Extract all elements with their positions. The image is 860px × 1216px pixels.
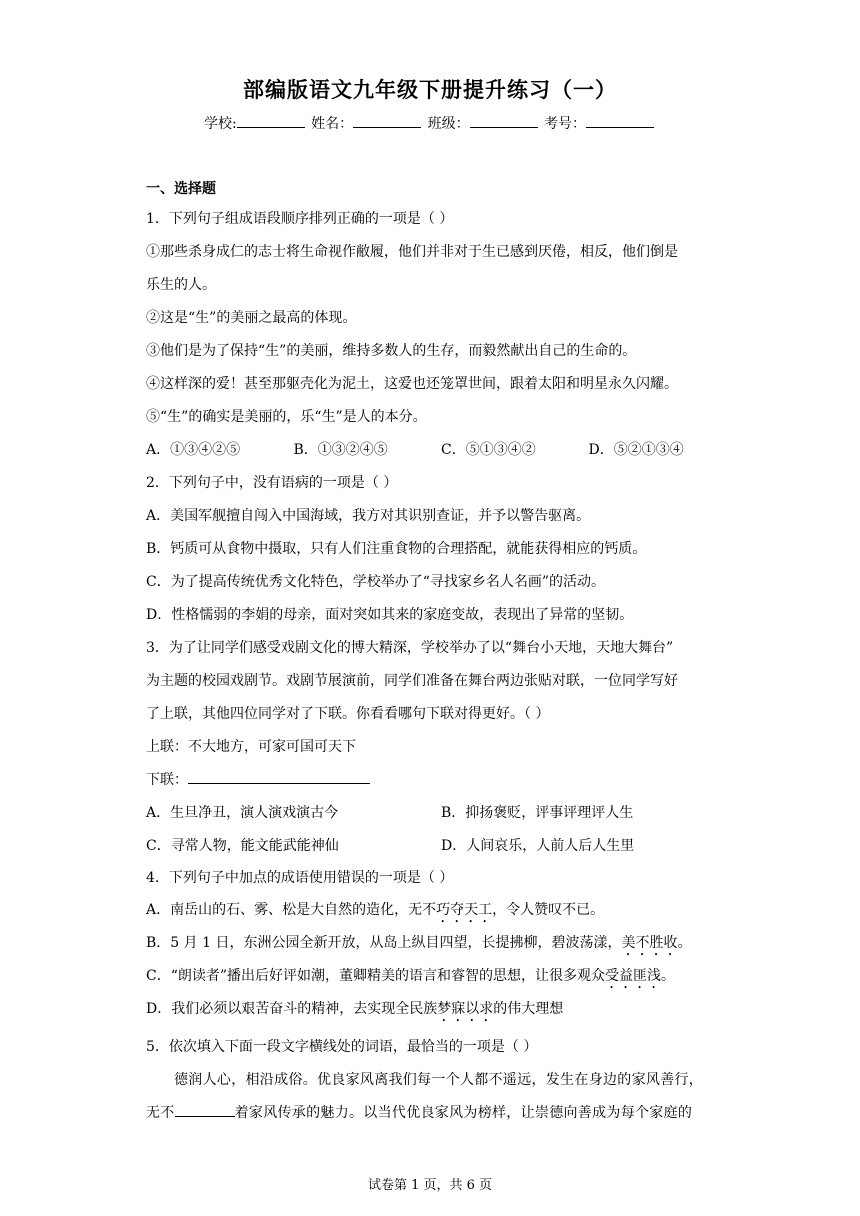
q4-b-text-end: 。 [677,935,692,951]
q3-option-a: A．生旦净丑，演人演戏演古今 [146,805,339,821]
exam-content [146,178,736,1135]
q3-lower-label: 下联： [146,772,188,788]
q1-stem: 1．下列句子组成语段顺序排列正确的一项是（ ） [146,211,454,227]
q4-d-text-end: 的伟大理想 [493,1001,564,1017]
q3-options-row-2 [146,835,736,867]
q3-upper-couplet: 上联：不大地方，可家可国可天下 [146,739,356,755]
q4-option-d [146,998,736,1036]
q2-stem: 2．下列句子中，没有语病的一项是（ ） [146,475,398,491]
q4-d-text: D．我们必须以艰苦奋斗的精神，去实现全民族 [146,1001,438,1017]
q4-stem: 4．下列句子中加点的成语使用错误的一项是（ ） [146,870,454,886]
school-blank [237,115,305,128]
q4-c-text: C．“朗读者”播出后好评如潮，董卿精美的语言和睿智的思想，让很多观众 [146,968,606,984]
q2-option-a: A．美国军舰擅自闯入中国海域，我方对其识别查证，并予以警告驱离。 [146,508,591,524]
page-footer: 试卷第 1 页，共 6 页 [367,1178,493,1193]
q1-option-b: B．①③②④⑤ [293,442,388,458]
q5-blank [175,1102,235,1117]
q3-lower-blank [188,769,370,784]
q4-b-text: B．5 月 1 日，东洲公园全新开放，从岛上纵目四望，长提拂柳，碧波荡漾， [146,935,622,951]
q2-option-d: D．性格懦弱的李娟的母亲，面对突如其来的家庭变故，表现出了异常的坚韧。 [146,607,634,623]
q4-b-dotted-idiom: 美不胜收 [621,935,678,951]
q4-c-text-end: 。 [661,968,676,984]
q3-option-c: C．寻常人物，能文能武能神仙 [146,838,339,854]
q3-option-d: D．人间哀乐，人前人后人生里 [441,838,635,854]
exam-no-label: 考号： [544,116,587,132]
q3-stem-line-1: 3．为了让同学们感受戏剧文化的博大精深，学校举办了以“舞台小天地，天地大舞台” [146,640,674,656]
q4-c-dotted-idiom: 受益匪浅 [605,968,662,984]
page-title: 部编版语文九年级下册提升练习（一） [243,78,617,102]
q1-sentence-1a: ①那些杀身成仁的志士将生命视作敝履，他们并非对于生已感到厌倦，相反，他们倒是 [146,244,678,260]
q5-passage-line-1: 德润人心，相沿成俗。优良家风离我们每一个人都不遥远，发生在身边的家风善行， [174,1072,704,1088]
q3-option-b: B．抑扬褒贬，评事评理评人生 [441,805,634,821]
q4-option-c [146,965,736,998]
q4-option-a [146,899,736,932]
q1-options [146,439,736,472]
q1-option-c: C．⑤①③④② [441,442,536,458]
class-blank [470,115,538,128]
q2-option-b: B．钙质可从食物中摄取，只有人们注重食物的合理搭配，就能获得相应的钙质。 [146,541,647,557]
q3-stem-line-3: 了上联，其他四位同学对了下联。你看看哪句下联对得更好。（ ） [146,706,550,722]
name-blank [353,115,421,128]
q1-sentence-4: ④这样深的爱！甚至那躯壳化为泥土，这爱也还笼罩世间，跟着太阳和明星永久闪耀。 [146,376,678,392]
q5-passage-line-2 [146,1102,736,1135]
class-label: 班级： [427,116,470,132]
q5-passage-text: 无不 [146,1105,175,1121]
q1-sentence-2: ②这是“生”的美丽之最高的体现。 [146,310,357,326]
q3-lower-couplet [146,769,736,802]
q3-options-row-1 [146,802,736,835]
q1-option-a: A．①③④②⑤ [146,442,241,458]
q1-sentence-1b: 乐生的人。 [146,277,216,293]
school-label: 学校: [203,116,237,132]
exam-no-blank [586,115,654,128]
q4-a-text: A．南岳山的石、雾、松是大自然的造化，无不 [146,902,437,918]
name-label: 姓名： [311,116,354,132]
q1-sentence-3: ③他们是为了保持“生”的美丽，维持多数人的生存，而毅然献出自己的生命的。 [146,343,637,359]
q4-option-b [146,932,736,965]
q1-option-d: D．⑤②①③④ [588,442,684,458]
student-info-row [0,113,860,133]
q2-option-c: C．为了提高传统优秀文化特色，学校举办了“寻找家乡名人名画”的活动。 [146,574,606,590]
section-heading: 一、选择题 [146,181,216,197]
q4-d-dotted-idiom: 梦寐以求 [437,1001,494,1017]
q3-stem-line-2: 为主题的校园戏剧节。戏剧节展演前，同学们准备在舞台两边张贴对联，一位同学写好 [146,673,678,689]
q5-passage-text-end: 着家风传承的魅力。以当代优良家风为榜样，让崇德向善成为每个家庭的 [234,1105,693,1121]
q4-a-dotted-idiom: 巧夺天工 [436,902,493,918]
q5-stem: 5．依次填入下面一段文字横线处的词语，最恰当的一项是（ ） [146,1039,538,1055]
q1-sentence-5: ⑤“生”的确实是美丽的，乐“生”是人的本分。 [146,409,427,425]
q4-a-text-end: ，令人赞叹不已。 [492,902,605,918]
